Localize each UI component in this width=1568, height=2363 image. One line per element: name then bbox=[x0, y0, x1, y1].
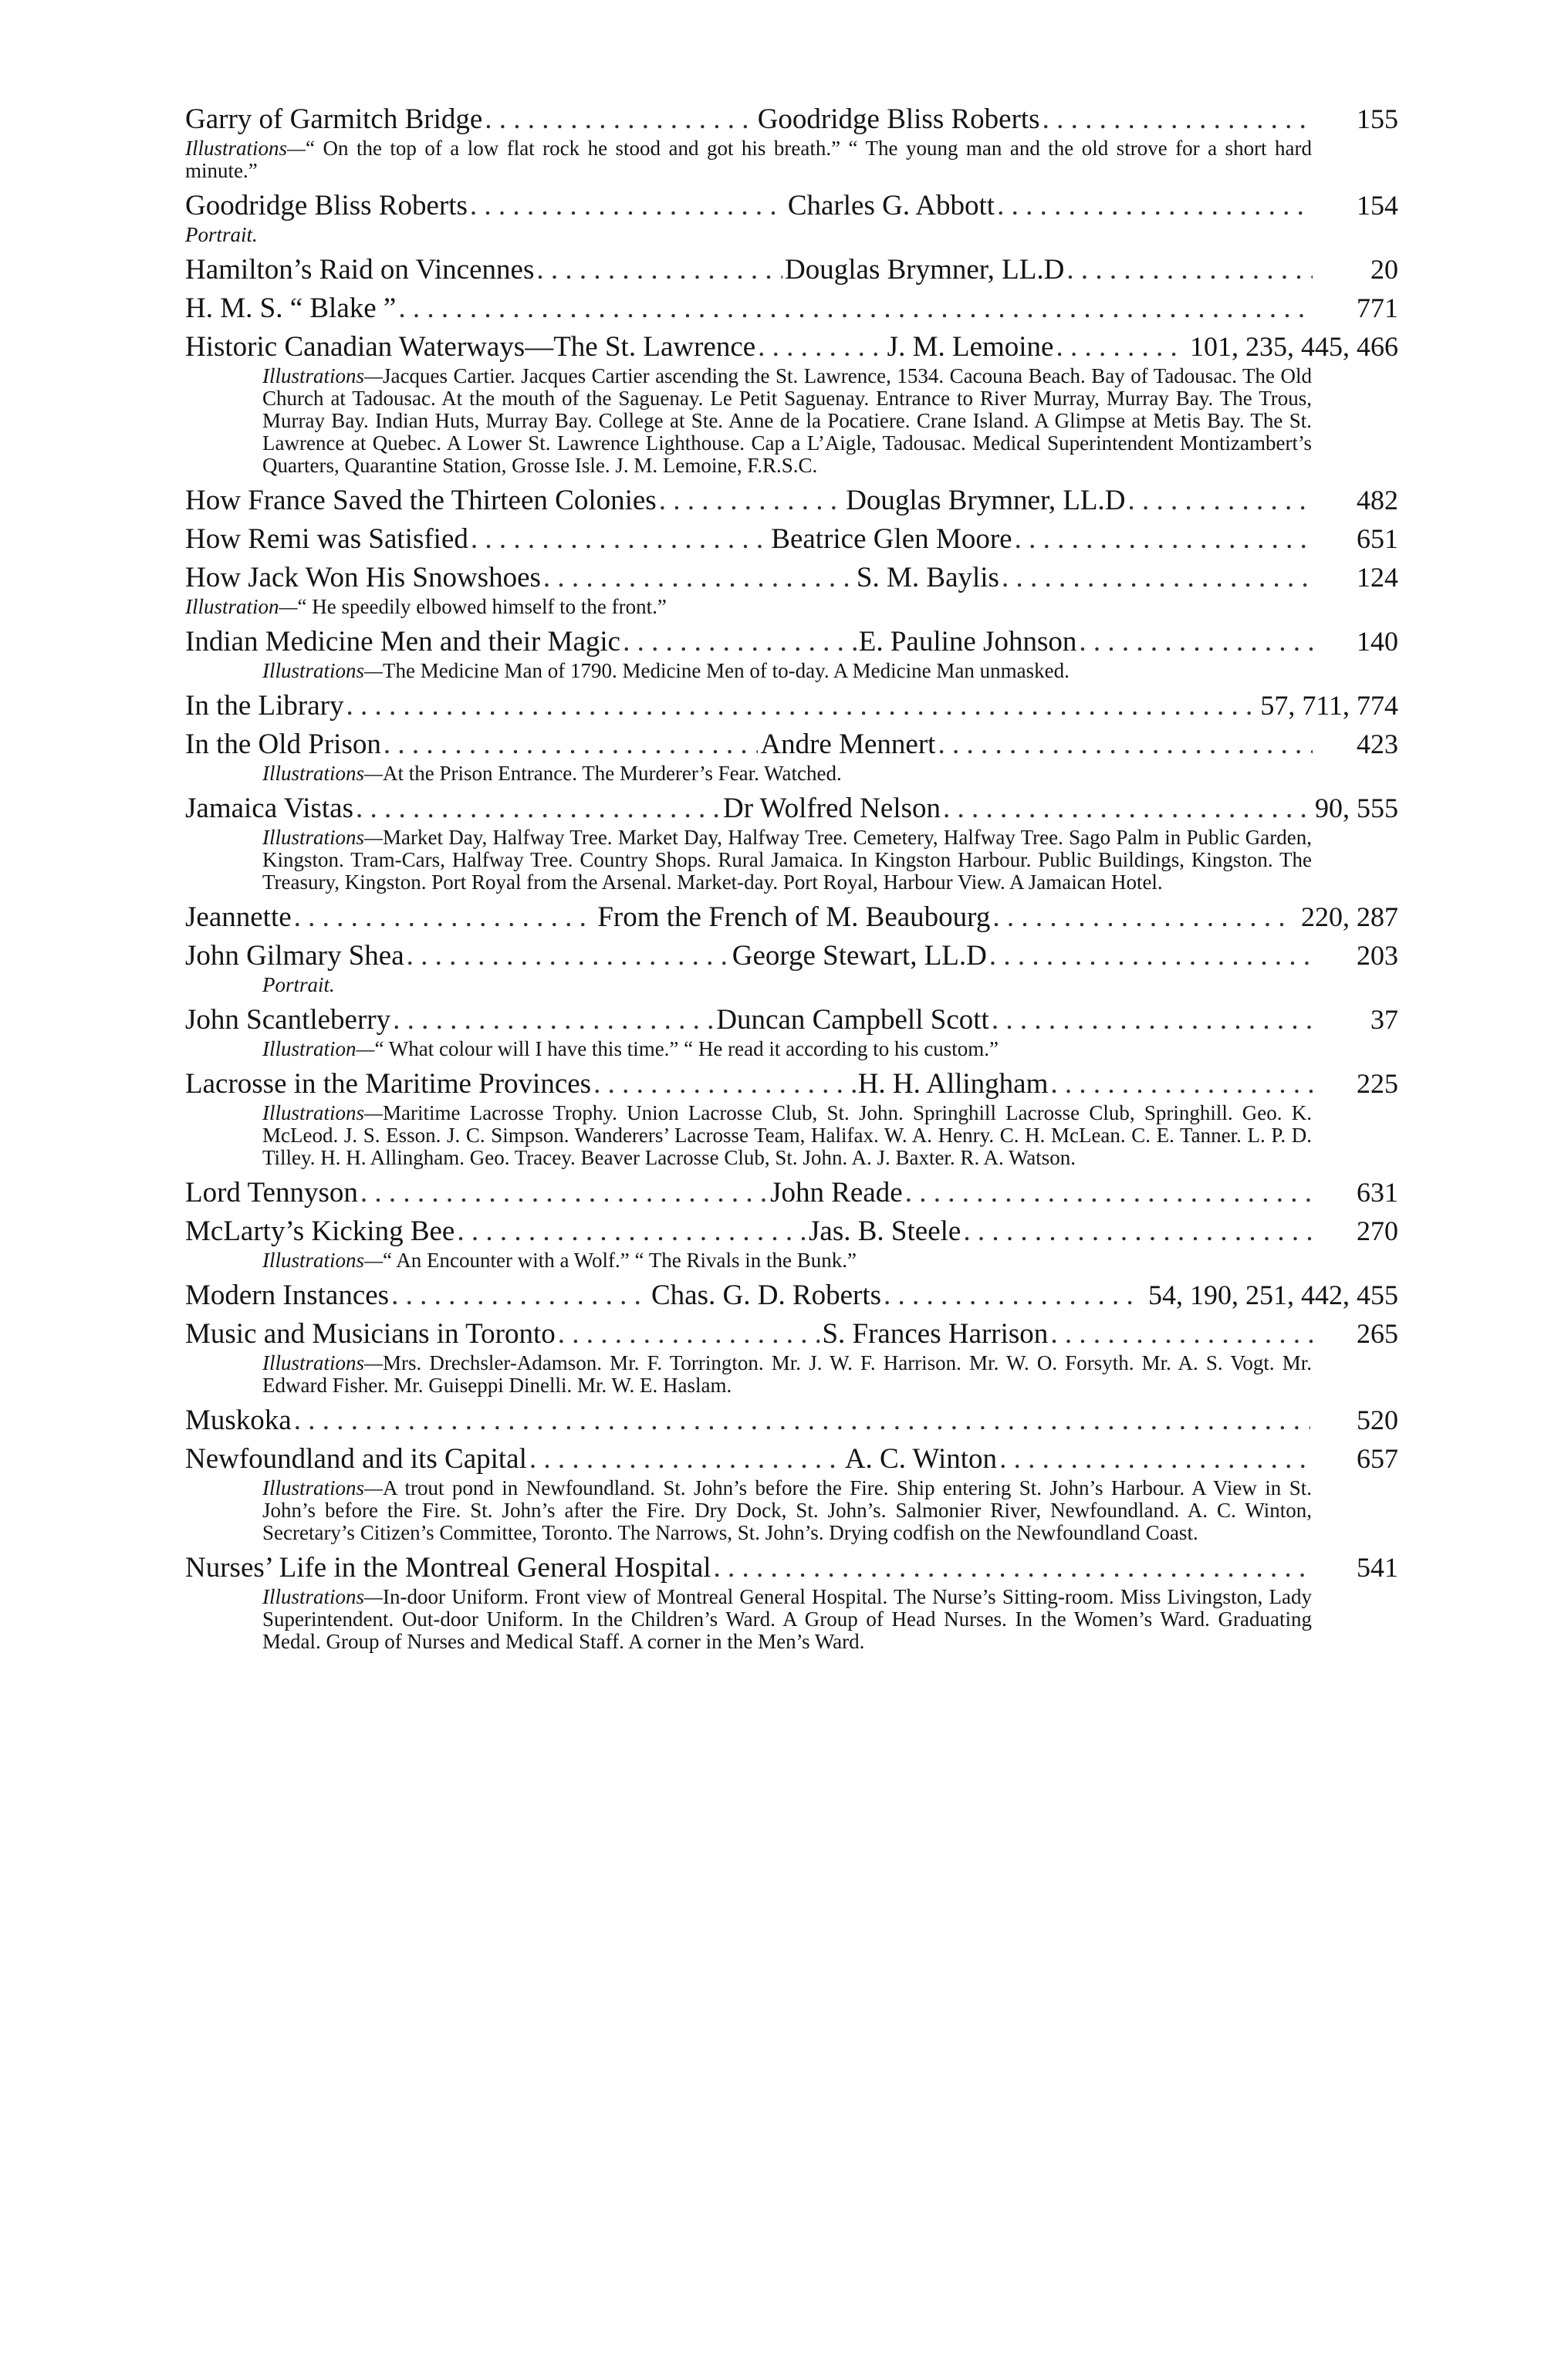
dot-leader bbox=[529, 1442, 843, 1476]
dot-leader bbox=[1050, 1067, 1313, 1101]
entry-title: How Remi was Satisfied bbox=[185, 523, 468, 555]
entry-line bbox=[185, 791, 1398, 825]
entry-illustrations-note bbox=[185, 1352, 1312, 1397]
contents-entry bbox=[185, 1550, 1398, 1653]
dot-leader bbox=[593, 1067, 856, 1101]
contents-entry bbox=[185, 688, 1398, 727]
dot-leader bbox=[1079, 625, 1313, 659]
contents-page bbox=[185, 102, 1398, 1659]
entry-page-number: 20 bbox=[1370, 254, 1398, 285]
entry-line bbox=[185, 188, 1398, 222]
dot-leader bbox=[999, 1442, 1313, 1476]
note-text: In-door Uniform. Front view of Montreal General Hospital. The Nurse’s Sitting-room. Miss Livingston, Lady Superintendent. Out-door Uniform. In the Children’s Ward. A Group of Head Nurses. In the Women’s Ward. Graduating Medal. Group of Nurses and Medical Staff. A corner in the Men’s Ward. bbox=[262, 1585, 1312, 1653]
entry-page-number: 220, 287 bbox=[1301, 901, 1398, 932]
entry-line bbox=[185, 1317, 1398, 1351]
entry-title: Muskoka bbox=[185, 1405, 292, 1436]
entry-line bbox=[185, 1550, 1398, 1584]
entry-line bbox=[185, 1175, 1398, 1209]
entry-line bbox=[185, 1403, 1398, 1437]
entry-page-number: 90, 555 bbox=[1314, 793, 1398, 823]
entry-page-number: 225 bbox=[1357, 1068, 1398, 1099]
entry-title: Nurses’ Life in the Montreal General Hospital bbox=[185, 1552, 711, 1584]
dot-leader bbox=[543, 561, 854, 595]
dot-leader bbox=[393, 1003, 714, 1037]
note-text: A trout pond in Newfoundland. St. John’s before the Fire. Ship entering St. John’s Harbour. A View in St. John’s before the Fire. St. John’s after the Fire. Dry Dock, St. John’s. Salmonier River, Newfoundland. A. C. Winton, Secretary’s Citizen’s Committee, Toronto. The Narrows, St. John’s. Drying codfish on the Newfoundland Coast. bbox=[262, 1476, 1312, 1544]
note-text: “ On the top of a low flat rock he stood and got his breath.” “ The young man and the old strove for a short hard minute.” bbox=[185, 137, 1312, 182]
dot-leader bbox=[884, 1279, 1141, 1313]
entry-line bbox=[185, 560, 1398, 594]
note-label: Portrait. bbox=[262, 973, 335, 996]
dot-leader bbox=[963, 1215, 1313, 1249]
entry-title: Lord Tennyson bbox=[185, 1177, 358, 1209]
dot-leader bbox=[989, 939, 1313, 973]
entry-title: Jeannette bbox=[185, 901, 292, 933]
contents-entry bbox=[185, 900, 1398, 938]
entry-line bbox=[185, 1002, 1398, 1036]
entry-page-number: 657 bbox=[1357, 1443, 1398, 1474]
note-label: Illustrations— bbox=[262, 1476, 384, 1499]
entry-illustrations-note bbox=[185, 660, 1312, 682]
dot-leader bbox=[1002, 561, 1313, 595]
entry-title: John Gilmary Shea bbox=[185, 940, 404, 972]
dot-leader bbox=[398, 292, 1310, 326]
contents-entry bbox=[185, 1067, 1398, 1169]
entry-author: Andre Mennert bbox=[760, 729, 936, 760]
entry-page-number: 265 bbox=[1357, 1318, 1398, 1349]
entry-page-number: 101, 235, 445, 466 bbox=[1189, 331, 1398, 362]
entry-page-number: 203 bbox=[1356, 940, 1398, 971]
note-text: “ He speedily elbowed himself to the front.” bbox=[297, 595, 667, 618]
entry-page-number: 270 bbox=[1356, 1215, 1398, 1246]
entry-page-number: 520 bbox=[1357, 1405, 1398, 1435]
dot-leader bbox=[1056, 330, 1183, 364]
entry-illustrations-note bbox=[185, 1038, 1312, 1060]
entry-title: Goodridge Bliss Roberts bbox=[185, 190, 468, 221]
entry-illustrations-note bbox=[185, 1249, 1312, 1272]
entry-line bbox=[185, 252, 1398, 286]
entry-page-number: 37 bbox=[1370, 1004, 1398, 1035]
dot-leader bbox=[905, 1176, 1313, 1210]
dot-leader bbox=[485, 103, 755, 137]
entry-title: How Jack Won His Snowshoes bbox=[185, 562, 541, 593]
entry-title: In the Library bbox=[185, 690, 344, 722]
dot-leader bbox=[1066, 253, 1313, 287]
dot-leader bbox=[384, 728, 759, 762]
contents-entry bbox=[185, 1317, 1398, 1397]
entry-author: S. Frances Harrison bbox=[822, 1318, 1049, 1350]
entry-line bbox=[185, 1278, 1398, 1312]
note-label: Illustrations— bbox=[262, 659, 384, 682]
entry-page-number: 631 bbox=[1356, 1177, 1398, 1208]
dot-leader bbox=[758, 330, 885, 364]
entry-page-number: 771 bbox=[1357, 292, 1398, 323]
dot-leader bbox=[294, 1404, 1310, 1438]
entry-line bbox=[185, 900, 1398, 934]
note-label: Illustrations— bbox=[262, 762, 384, 785]
entry-page-number: 54, 190, 251, 442, 455 bbox=[1147, 1280, 1398, 1310]
dot-leader bbox=[536, 253, 782, 287]
dot-leader bbox=[943, 792, 1308, 826]
entry-line bbox=[185, 1442, 1398, 1476]
entry-author: A. C. Winton bbox=[844, 1443, 998, 1475]
dot-leader bbox=[407, 939, 730, 973]
entry-title: John Scantleberry bbox=[185, 1004, 391, 1036]
entry-line bbox=[185, 688, 1398, 722]
entry-title: Lacrosse in the Maritime Provinces bbox=[185, 1068, 592, 1100]
contents-entry bbox=[185, 1175, 1398, 1214]
entry-illustrations-note bbox=[185, 596, 1312, 618]
entry-page-number: 541 bbox=[1357, 1552, 1398, 1583]
entry-page-number: 482 bbox=[1357, 485, 1398, 516]
contents-entry bbox=[185, 560, 1398, 618]
entry-line bbox=[185, 522, 1398, 556]
note-label: Illustrations— bbox=[262, 364, 384, 387]
entry-page-number: 154 bbox=[1357, 190, 1398, 221]
entry-title: Garry of Garmitch Bridge bbox=[185, 103, 483, 135]
entry-author: Douglas Brymner, LL.D bbox=[846, 485, 1126, 516]
contents-entry bbox=[185, 483, 1398, 522]
dot-leader bbox=[294, 901, 596, 935]
note-label: Illustrations— bbox=[262, 826, 384, 849]
dot-leader bbox=[470, 189, 786, 223]
note-label: Illustration— bbox=[262, 1037, 375, 1060]
dot-leader bbox=[659, 484, 844, 518]
entry-title: McLarty’s Kicking Bee bbox=[185, 1215, 455, 1247]
entry-page-number: 155 bbox=[1357, 103, 1398, 134]
entry-title: In the Old Prison bbox=[185, 729, 381, 760]
note-text: Jacques Cartier. Jacques Cartier ascending the St. Lawrence, 1534. Cacouna Beach. Bay of Tadousac. The Old Church at Tadousac. At the mouth of the Saguenay. Le Petit Saguenay. Entrance to River Murray, Murray Bay. The Trous, Murray Bay. Indian Huts, Murray Bay. College at Ste. Anne de la Pocatiere. Crane Island. A Glimpse at Metis Bay. The St. Lawrence at Quebec. A Lower St. Lawrence Lighthouse. Cap a L’Aigle, Tadousac. Medical Superintendent Montizambert’s Quarters, Quarantine Station, Grosse Isle. J. M. Lemoine, F.R.S.C. bbox=[262, 364, 1312, 477]
contents-entry bbox=[185, 102, 1398, 182]
entry-author: Beatrice Glen Moore bbox=[771, 523, 1012, 555]
contents-entry bbox=[185, 291, 1398, 330]
entry-author: George Stewart, LL.D bbox=[732, 940, 987, 972]
entry-author: Jas. B. Steele bbox=[809, 1215, 961, 1247]
dot-leader bbox=[471, 522, 769, 556]
entry-author: Dr Wolfred Nelson bbox=[723, 793, 941, 824]
entry-illustrations-note bbox=[185, 365, 1312, 477]
dot-leader bbox=[623, 625, 857, 659]
dot-leader bbox=[391, 1279, 649, 1313]
note-label: Illustrations— bbox=[262, 1351, 384, 1374]
contents-entry bbox=[185, 330, 1398, 477]
note-text: “ What colour will I have this time.” “ He read it according to his custom.” bbox=[374, 1037, 999, 1060]
contents-entry bbox=[185, 791, 1398, 894]
entry-author: John Reade bbox=[770, 1177, 903, 1209]
entry-line bbox=[185, 1067, 1398, 1100]
contents-entry bbox=[185, 1214, 1398, 1272]
entry-title: How France Saved the Thirteen Colonies bbox=[185, 485, 657, 516]
entry-title: Modern Instances bbox=[185, 1280, 390, 1311]
entry-line bbox=[185, 938, 1398, 972]
dot-leader bbox=[1043, 103, 1313, 137]
entry-illustrations-note bbox=[185, 974, 1312, 996]
entry-illustrations-note bbox=[185, 137, 1312, 182]
contents-entry bbox=[185, 1002, 1398, 1060]
note-label: Illustrations— bbox=[185, 137, 306, 160]
entry-illustrations-note bbox=[185, 827, 1312, 894]
note-text: “ An Encounter with a Wolf.” “ The Rivals in the Bunk.” bbox=[383, 1249, 857, 1272]
note-text: Maritime Lacrosse Trophy. Union Lacrosse Club, St. John. Springhill Lacrosse Club, Springhill. Geo. K. McLeod. J. S. Esson. J. C. Simpson. Wanderers’ Lacrosse Team, Halifax. W. A. Henry. C. H. McLean. C. E. Tanner. L. P. D. Tilley. H. H. Allingham. Geo. Tracey. Beaver Lacrosse Club, St. John. A. J. Baxter. R. A. Watson. bbox=[262, 1101, 1312, 1169]
entry-title: Indian Medicine Men and their Magic bbox=[185, 626, 621, 658]
note-text: The Medicine Man of 1790. Medicine Men of to-day. A Medicine Man unmasked. bbox=[383, 659, 1070, 682]
entry-illustrations-note bbox=[185, 762, 1312, 785]
entry-author: Goodridge Bliss Roberts bbox=[757, 103, 1040, 135]
entry-title: Jamaica Vistas bbox=[185, 793, 354, 824]
entry-author: J. M. Lemoine bbox=[887, 331, 1054, 363]
contents-entry bbox=[185, 938, 1398, 996]
contents-entry bbox=[185, 624, 1398, 682]
contents-entry bbox=[185, 1442, 1398, 1544]
note-label: Illustrations— bbox=[262, 1101, 384, 1124]
entry-author: Charles G. Abbott bbox=[787, 190, 995, 221]
dot-leader bbox=[1128, 484, 1313, 518]
entry-author: E. Pauline Johnson bbox=[858, 626, 1077, 658]
entry-author: Duncan Campbell Scott bbox=[716, 1004, 989, 1036]
entry-title: H. M. S. “ Blake ” bbox=[185, 292, 397, 324]
dot-leader bbox=[457, 1215, 806, 1249]
entry-page-number: 57, 711, 774 bbox=[1260, 690, 1398, 721]
entry-line bbox=[185, 727, 1398, 761]
dot-leader bbox=[346, 689, 1251, 723]
note-label: Illustrations— bbox=[262, 1585, 384, 1608]
entry-page-number: 651 bbox=[1356, 523, 1398, 554]
dot-leader bbox=[992, 1003, 1313, 1037]
dot-leader bbox=[558, 1317, 820, 1351]
entry-author: Douglas Brymner, LL.D bbox=[785, 254, 1065, 286]
dot-leader bbox=[360, 1176, 768, 1210]
entry-line bbox=[185, 1214, 1398, 1248]
entry-illustrations-note bbox=[185, 224, 1312, 246]
contents-entry bbox=[185, 522, 1398, 560]
entry-author: From the French of M. Beaubourg bbox=[597, 901, 991, 933]
note-label: Portrait. bbox=[185, 223, 258, 246]
entry-illustrations-note bbox=[185, 1586, 1312, 1653]
entry-page-number: 124 bbox=[1356, 562, 1398, 593]
entry-line bbox=[185, 483, 1398, 517]
entry-line bbox=[185, 624, 1398, 658]
dot-leader bbox=[997, 189, 1313, 223]
entry-line bbox=[185, 102, 1398, 136]
entry-title: Newfoundland and its Capital bbox=[185, 1443, 527, 1475]
contents-entry bbox=[185, 252, 1398, 291]
entry-page-number: 423 bbox=[1356, 729, 1398, 759]
entry-author: H. H. Allingham bbox=[857, 1068, 1049, 1100]
entry-title: Hamilton’s Raid on Vincennes bbox=[185, 254, 535, 286]
contents-entry bbox=[185, 188, 1398, 246]
note-text: At the Prison Entrance. The Murderer’s Fear. Watched. bbox=[383, 762, 842, 785]
entry-line bbox=[185, 330, 1398, 363]
contents-entry bbox=[185, 727, 1398, 785]
contents-entry bbox=[185, 1278, 1398, 1317]
entry-title: Music and Musicians in Toronto bbox=[185, 1318, 556, 1350]
entry-page-number: 140 bbox=[1357, 626, 1398, 657]
note-text: Mrs. Drechsler-Adamson. Mr. F. Torrington. Mr. J. W. F. Harrison. Mr. W. O. Forsyth. Mr. A. S. Vogt. Mr. Edward Fisher. Mr. Guiseppi Dinelli. Mr. W. E. Haslam. bbox=[262, 1351, 1312, 1397]
entry-illustrations-note bbox=[185, 1477, 1312, 1544]
contents-entry bbox=[185, 1403, 1398, 1442]
entry-line bbox=[185, 291, 1398, 325]
dot-leader bbox=[714, 1551, 1310, 1585]
note-label: Illustration— bbox=[185, 595, 298, 618]
note-label: Illustrations— bbox=[262, 1249, 384, 1272]
dot-leader bbox=[1015, 522, 1313, 556]
dot-leader bbox=[938, 728, 1313, 762]
dot-leader bbox=[356, 792, 721, 826]
note-text: Market Day, Halfway Tree. Market Day, Halfway Tree. Cemetery, Halfway Tree. Sago Palm in Public Garden, Kingston. Tram-Cars, Halfway Tree. Country Shops. Rural Jamaica. In Kingston Harbour. Public Buildings, Kingston. The Treasury, Kingston. Port Royal from the Arsenal. Market-day. Port Royal, Harbour View. A Jamaican Hotel. bbox=[262, 826, 1312, 894]
entry-author: S. M. Baylis bbox=[856, 562, 999, 593]
entry-illustrations-note bbox=[185, 1102, 1312, 1169]
entry-title: Historic Canadian Waterways—The St. Lawrence bbox=[185, 331, 756, 363]
dot-leader bbox=[992, 901, 1294, 935]
dot-leader bbox=[1050, 1317, 1313, 1351]
entry-author: Chas. G. D. Roberts bbox=[651, 1280, 882, 1311]
